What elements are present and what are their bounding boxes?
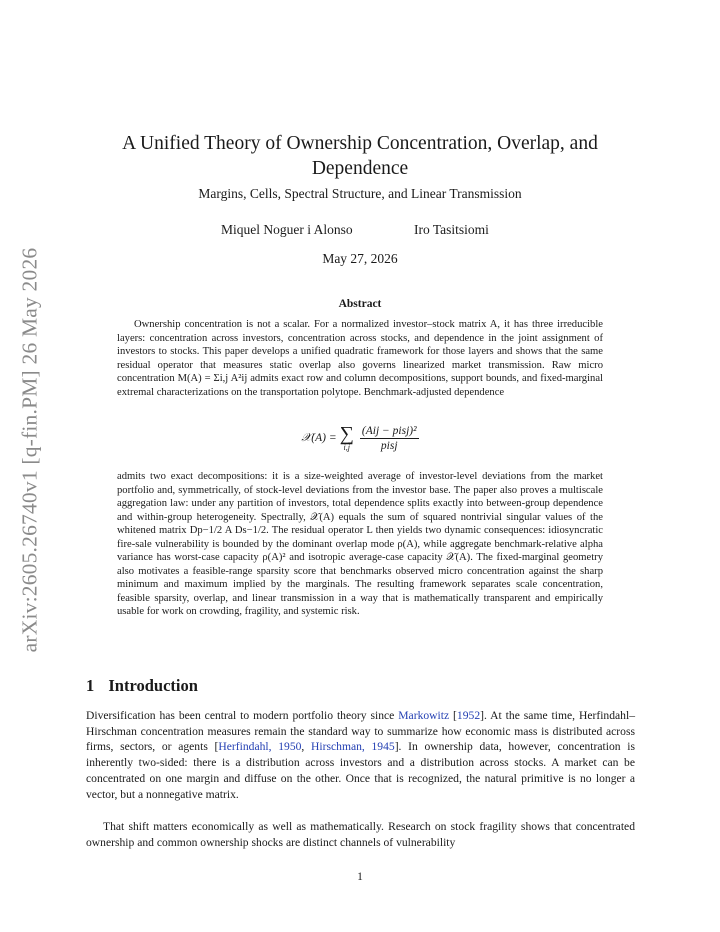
abstract-paragraph-2: admits two exact decompositions: it is a size-weighted average of investor-level deviations from the market portfolio and, symmetrically, of stock-level deviations from the investor base. The paper also proves a multiscale aggregation law: under any partition of investors, total dependence splits exactly into between-group dependence and within-group heterogeneity. Spectrally, 𝒳(A) equals the sum of squared nontrivial singular values of the whitened matrix Dp−1/2 A Ds−1/2. The residual operator L then yields two dynamic consequences: idiosyncratic fire-sale vulnerability is bounded by the dominant overlap mode ρ(A), while aggregate benchmark-relative alpha variance has worst-case capacity ρ(A)² and isotropic average-case capacity 𝒳(A). The fixed-marginal geometry also motivates a feasible-range sparsity score that benchmarks observed micro concentration against the sharp minimum and maximum implied by the marginals. The resulting framework separates scale concentration, feasible sparsity, overlap, and linear transmission in a way that is mathematically transparent and empirically usable for work on crowding, fragility, and systemic risk.	[117, 471, 603, 618]
arxiv-identifier-stamp	[6, 240, 54, 660]
author-1: Miquel Noguer i Alonso	[221, 222, 353, 237]
abstract-paragraph-1: Ownership concentration is not a scalar. For a normalized investor–stock matrix A, it has three irreducible layers: concentration across investors, concentration across stocks, and dependence in the joint assignment of investors to stocks. This paper develops a unified quadratic framework for those layers and shows that the same residual operator that measures static overlap also governs linearized market transmission. Raw micro concentration M(A) = Σi,j A²ij admits exact row and column decompositions, support bounds, and fixed-marginal extremal characterizations on the transportation polytope. Benchmark-adjusted dependence	[117, 319, 603, 398]
abstract-heading: Abstract	[338, 298, 382, 310]
citation-link-herfindahl[interactable]: Herfindahl, 1950	[218, 740, 302, 754]
paper-date: May 27, 2026	[322, 251, 398, 266]
intro-text: ,	[301, 740, 312, 754]
dependence-equation	[117, 424, 603, 452]
fraction-numerator: (Aij − pisj)²	[361, 424, 417, 437]
arxiv-identifier-text: arXiv:2605.26740v1 [q-fin.PM] 26 May 2026	[17, 247, 42, 653]
paper-subtitle: Margins, Cells, Spectral Structure, and Linear Transmission	[198, 186, 522, 201]
fraction-denominator: pisj	[380, 439, 398, 452]
sum-symbol: ∑	[339, 423, 354, 445]
citation-link-1952[interactable]: 1952	[456, 709, 481, 722]
intro-paragraph-1	[86, 708, 635, 802]
sum-index: i,j	[343, 443, 350, 452]
author-2: Iro Tasitsiomi	[414, 222, 489, 237]
intro-text: ]. At the same time, Herfindahl–Hirschman concentration measures remain the standard way to summarize how economic mass is distributed across firms, sectors, or agents [	[86, 709, 635, 754]
page-number: 1	[357, 871, 363, 883]
intro-text: Diversification has been central to modern portfolio theory since	[86, 709, 399, 722]
intro-text: ]. In ownership data, however, concentration is inherently two-sided: there is a distribution across investors and a distribution across stocks. A market can be concentrated on one margin and diffuse on the other. Once that is recognized, the natural primitive is no longer a vector, but a nonnegative matrix.	[86, 740, 635, 801]
section-heading-introduction	[86, 676, 198, 696]
intro-paragraph-2: That shift matters economically as well as mathematically. Research on stock fragility shows that concentrated ownership and common ownership shocks are distinct channels of vulnerability	[86, 820, 635, 849]
citation-link-markowitz[interactable]: Markowitz	[398, 709, 450, 722]
citation-link-hirschman[interactable]: Hirschman, 1945	[311, 740, 395, 754]
equation-fraction	[360, 425, 419, 452]
intro-text: [	[449, 709, 457, 722]
section-number: 1	[86, 676, 95, 695]
paper-title: A Unified Theory of Ownership Concentration, Overlap, and Dependence	[122, 133, 598, 179]
equation-sum	[340, 424, 354, 452]
equation-lhs: 𝒳(A) =	[301, 431, 337, 444]
section-title: Introduction	[108, 676, 198, 695]
